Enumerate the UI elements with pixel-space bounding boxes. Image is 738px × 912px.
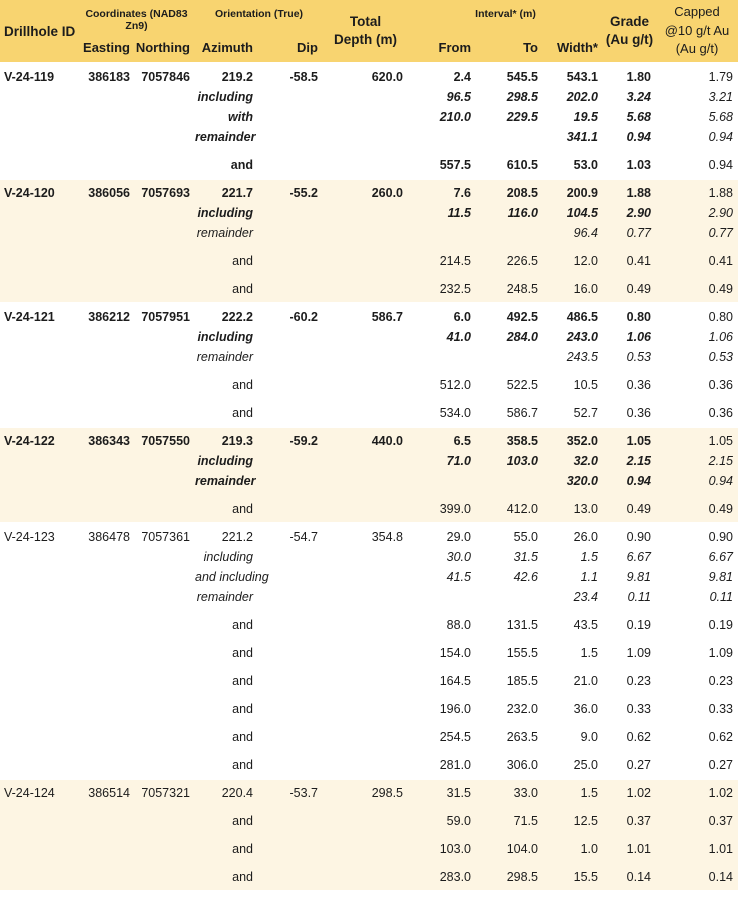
cell-width: 1.5	[580, 550, 598, 564]
cell-grade: 0.94	[626, 474, 651, 488]
cell-grade: 0.36	[626, 378, 651, 392]
cell-width: 13.0	[573, 502, 598, 516]
row-spacer	[0, 747, 738, 755]
cell-northing: 7057846	[141, 69, 190, 84]
cell-width: 1.1	[580, 570, 598, 584]
cell-to: 306.0	[506, 758, 538, 772]
row-qualifier-label: and	[232, 814, 253, 828]
cell-grade: 0.27	[626, 758, 651, 772]
row-qualifier-label: including	[197, 330, 253, 344]
cell-grade: 0.41	[626, 254, 651, 268]
cell-grade: 0.11	[627, 590, 651, 604]
cell-from: 11.5	[447, 206, 471, 220]
row-spacer	[0, 607, 738, 615]
cell-drillhole-id: V-24-124	[4, 785, 55, 800]
row-qualifier-label: including	[197, 206, 253, 220]
header-orientation-group: Orientation (True)	[214, 8, 304, 20]
cell-width: 43.5	[573, 618, 598, 632]
drillhole-block	[0, 426, 738, 522]
cell-width: 36.0	[573, 702, 598, 716]
cell-from: 41.0	[446, 330, 471, 344]
cell-dip: -59.2	[289, 433, 318, 448]
cell-northing: 7057693	[141, 185, 190, 200]
table-row	[0, 471, 738, 491]
cell-from: 29.0	[446, 529, 471, 544]
cell-grade: 1.01	[626, 842, 651, 856]
row-qualifier-label: and including	[195, 570, 269, 584]
cell-from: 214.5	[439, 254, 471, 268]
table-row	[0, 699, 738, 719]
cell-from: 534.0	[439, 406, 471, 420]
cell-dip: -54.7	[289, 529, 318, 544]
table-row	[0, 615, 738, 635]
cell-width: 25.0	[573, 758, 598, 772]
row-spacer	[0, 803, 738, 811]
table-row	[0, 155, 738, 175]
table-row	[0, 587, 738, 607]
cell-capped: 9.81	[708, 570, 733, 584]
cell-width: 15.5	[573, 870, 598, 884]
header-total-depth	[323, 0, 408, 62]
table-row	[0, 451, 738, 471]
cell-width: 10.5	[573, 378, 598, 392]
cell-grade: 0.77	[626, 226, 651, 240]
cell-to: 358.5	[506, 433, 538, 448]
cell-total-depth: 354.8	[371, 529, 403, 544]
drillhole-block	[0, 62, 738, 178]
cell-capped: 0.49	[708, 282, 733, 296]
cell-total-depth: 260.0	[371, 185, 403, 200]
cell-to: 55.0	[513, 529, 538, 544]
cell-capped: 3.21	[708, 90, 733, 104]
header-azimuth: Azimuth	[201, 40, 253, 55]
cell-capped: 1.88	[708, 185, 733, 200]
cell-grade: 1.09	[626, 646, 651, 660]
cell-grade: 0.14	[626, 870, 651, 884]
cell-easting: 386514	[88, 785, 130, 800]
cell-drillhole-id: V-24-123	[4, 529, 55, 544]
table-row	[0, 867, 738, 887]
cell-grade: 0.19	[626, 618, 651, 632]
table-row	[0, 643, 738, 663]
cell-capped: 0.19	[708, 618, 733, 632]
table-row	[0, 279, 738, 299]
cell-width: 96.4	[573, 226, 598, 240]
cell-grade: 0.37	[626, 814, 651, 828]
cell-to: 545.5	[506, 69, 538, 84]
cell-grade: 1.88	[626, 185, 651, 200]
cell-to: 103.0	[506, 454, 538, 468]
cell-capped: 1.09	[708, 646, 733, 660]
cell-capped: 0.90	[708, 529, 733, 544]
row-qualifier-label: and	[232, 502, 253, 516]
cell-easting: 386343	[88, 433, 130, 448]
cell-capped: 1.01	[708, 842, 733, 856]
header-northing: Northing	[135, 40, 190, 55]
cell-to: 284.0	[506, 330, 538, 344]
row-spacer	[0, 691, 738, 699]
cell-to: 610.5	[506, 158, 538, 172]
header-grade	[603, 0, 656, 62]
row-qualifier-label: and	[232, 870, 253, 884]
cell-capped: 0.94	[708, 130, 733, 144]
cell-width: 21.0	[573, 674, 598, 688]
cell-to: 33.0	[513, 785, 538, 800]
row-spacer	[0, 831, 738, 839]
cell-width: 1.0	[580, 842, 598, 856]
cell-grade: 1.03	[626, 158, 651, 172]
table-row	[0, 375, 738, 395]
table-row	[0, 327, 738, 347]
cell-capped: 0.77	[708, 226, 733, 240]
cell-grade: 0.33	[626, 702, 651, 716]
row-qualifier-label: and	[232, 842, 253, 856]
row-qualifier-label: and	[232, 406, 253, 420]
cell-from: 283.0	[439, 870, 471, 884]
cell-from: 6.0	[453, 309, 471, 324]
cell-from: 164.5	[439, 674, 471, 688]
cell-from: 30.0	[446, 550, 471, 564]
cell-capped: 0.27	[708, 758, 733, 772]
cell-width: 32.0	[573, 454, 598, 468]
cell-from: 196.0	[439, 702, 471, 716]
cell-to: 71.5	[513, 814, 538, 828]
cell-easting: 386183	[88, 69, 130, 84]
cell-grade: 3.24	[626, 90, 651, 104]
cell-grade: 0.62	[626, 730, 651, 744]
header-capped	[656, 0, 738, 62]
cell-grade: 1.80	[626, 69, 651, 84]
drillhole-block	[0, 178, 738, 302]
cell-from: 96.5	[446, 90, 471, 104]
cell-drillhole-id: V-24-122	[4, 433, 55, 448]
cell-easting: 386478	[88, 529, 130, 544]
table-body	[0, 62, 738, 890]
row-qualifier-label: and	[232, 254, 253, 268]
row-qualifier-label: and	[232, 730, 253, 744]
cell-width: 104.5	[566, 206, 598, 220]
table-header	[0, 0, 738, 62]
row-qualifier-label: including	[197, 454, 253, 468]
cell-grade: 0.80	[626, 309, 651, 324]
cell-width: 1.5	[580, 646, 598, 660]
cell-grade: 2.90	[626, 206, 651, 220]
cell-northing: 7057550	[141, 433, 190, 448]
cell-from: 281.0	[439, 758, 471, 772]
row-qualifier-label: and	[232, 282, 253, 296]
cell-width: 486.5	[566, 309, 598, 324]
cell-grade: 1.05	[626, 433, 651, 448]
cell-grade: 0.49	[626, 502, 651, 516]
cell-grade: 1.06	[626, 330, 651, 344]
table-row	[0, 811, 738, 831]
cell-capped: 0.53	[708, 350, 733, 364]
cell-from: 59.0	[446, 814, 471, 828]
row-spacer	[0, 271, 738, 279]
cell-width: 26.0	[573, 529, 598, 544]
table-row	[0, 182, 738, 203]
row-qualifier-label: and	[232, 758, 253, 772]
cell-capped: 0.33	[708, 702, 733, 716]
table-row	[0, 87, 738, 107]
cell-total-depth: 586.7	[371, 309, 403, 324]
header-capped-label: Capped @10 g/t Au (Au g/t)	[664, 3, 730, 57]
cell-capped: 0.23	[708, 674, 733, 688]
row-spacer	[0, 635, 738, 643]
cell-capped: 0.49	[708, 502, 733, 516]
cell-from: 399.0	[439, 502, 471, 516]
cell-total-depth: 620.0	[371, 69, 403, 84]
cell-width: 53.0	[573, 158, 598, 172]
table-row	[0, 347, 738, 367]
table-row	[0, 727, 738, 747]
cell-grade: 0.36	[626, 406, 651, 420]
cell-width: 202.0	[566, 90, 598, 104]
row-qualifier-label: and	[232, 674, 253, 688]
header-width: Width*	[556, 40, 598, 55]
cell-grade: 1.02	[626, 785, 651, 800]
drillhole-block	[0, 778, 738, 890]
table-row	[0, 782, 738, 803]
cell-grade: 5.68	[626, 110, 651, 124]
cell-easting: 386212	[88, 309, 130, 324]
table-row	[0, 499, 738, 519]
header-interval-group: Interval* (m)	[475, 8, 536, 20]
row-spacer	[0, 243, 738, 251]
drillhole-block	[0, 522, 738, 778]
header-coordinates-group: Coordinates (NAD83 Zn9)	[85, 8, 188, 32]
cell-from: 7.6	[453, 185, 471, 200]
cell-from: 88.0	[446, 618, 471, 632]
row-spacer	[0, 491, 738, 499]
cell-width: 12.0	[573, 254, 598, 268]
table-row	[0, 567, 738, 587]
cell-width: 341.1	[566, 130, 598, 144]
cell-to: 185.5	[506, 674, 538, 688]
cell-northing: 7057951	[141, 309, 190, 324]
table-row	[0, 306, 738, 327]
cell-from: 210.0	[439, 110, 471, 124]
row-qualifier-label: remainder	[196, 590, 253, 604]
cell-from: 2.4	[453, 69, 471, 84]
cell-from: 254.5	[439, 730, 471, 744]
cell-drillhole-id: V-24-119	[4, 69, 55, 84]
cell-from: 232.5	[439, 282, 471, 296]
cell-to: 248.5	[506, 282, 538, 296]
table-row	[0, 223, 738, 243]
row-qualifier-label: and	[232, 702, 253, 716]
table-row	[0, 403, 738, 423]
cell-dip: -53.7	[289, 785, 318, 800]
header-to: To	[523, 40, 538, 55]
row-spacer	[0, 395, 738, 403]
cell-northing: 7057361	[141, 529, 190, 544]
cell-grade: 9.81	[626, 570, 651, 584]
cell-capped: 1.02	[708, 785, 733, 800]
cell-total-depth: 440.0	[371, 433, 403, 448]
cell-from: 71.0	[446, 454, 471, 468]
row-spacer	[0, 663, 738, 671]
cell-capped: 0.80	[708, 309, 733, 324]
cell-from: 557.5	[439, 158, 471, 172]
cell-capped: 0.36	[708, 406, 733, 420]
cell-from: 6.5	[453, 433, 471, 448]
cell-azimuth: 222.2	[221, 309, 253, 324]
table-row	[0, 430, 738, 451]
header-total-depth-label: Total Depth (m)	[334, 13, 397, 47]
header-drillhole-id: Drillhole ID	[4, 23, 76, 39]
cell-capped: 0.11	[709, 590, 733, 604]
cell-capped: 2.90	[708, 206, 733, 220]
cell-capped: 0.41	[708, 254, 733, 268]
cell-to: 208.5	[506, 185, 538, 200]
cell-to: 412.0	[506, 502, 538, 516]
row-qualifier-label: and	[232, 646, 253, 660]
row-qualifier-label: including	[203, 550, 253, 564]
cell-drillhole-id: V-24-121	[4, 309, 55, 324]
cell-capped: 5.68	[708, 110, 733, 124]
cell-from: 31.5	[446, 785, 471, 800]
cell-width: 200.9	[566, 185, 598, 200]
cell-grade: 0.53	[626, 350, 651, 364]
header-easting: Easting	[83, 40, 130, 55]
cell-width: 9.0	[580, 730, 598, 744]
table-row	[0, 547, 738, 567]
cell-width: 1.5	[580, 785, 598, 800]
cell-width: 243.5	[566, 350, 598, 364]
row-qualifier-label: with	[228, 110, 253, 124]
cell-dip: -58.5	[289, 69, 318, 84]
cell-grade: 0.49	[626, 282, 651, 296]
cell-to: 586.7	[506, 406, 538, 420]
cell-width: 243.0	[566, 330, 598, 344]
row-qualifier-label: remainder	[196, 350, 253, 364]
cell-grade: 0.94	[626, 130, 651, 144]
cell-dip: -60.2	[289, 309, 318, 324]
cell-to: 116.0	[507, 206, 538, 220]
table-row	[0, 671, 738, 691]
row-qualifier-label: and	[230, 158, 253, 172]
cell-capped: 0.36	[708, 378, 733, 392]
cell-azimuth: 220.4	[221, 785, 253, 800]
cell-to: 298.5	[506, 870, 538, 884]
cell-grade: 6.67	[626, 550, 651, 564]
row-qualifier-label: remainder	[195, 474, 256, 488]
cell-width: 19.5	[573, 110, 598, 124]
row-qualifier-label: remainder	[195, 130, 256, 144]
row-qualifier-label: remainder	[196, 226, 253, 240]
cell-width: 23.4	[573, 590, 598, 604]
cell-capped: 0.94	[708, 474, 733, 488]
table-row	[0, 107, 738, 127]
cell-to: 104.0	[506, 842, 538, 856]
cell-capped: 1.79	[708, 69, 733, 84]
cell-capped: 0.37	[708, 814, 733, 828]
table-row	[0, 526, 738, 547]
row-spacer	[0, 859, 738, 867]
cell-grade: 2.15	[626, 454, 651, 468]
cell-capped: 1.05	[708, 433, 733, 448]
cell-azimuth: 221.2	[221, 529, 253, 544]
cell-capped: 0.94	[708, 158, 733, 172]
cell-capped: 0.62	[708, 730, 733, 744]
cell-easting: 386056	[88, 185, 130, 200]
header-grade-label: Grade (Au g/t)	[605, 13, 654, 47]
row-spacer	[0, 719, 738, 727]
cell-width: 543.1	[566, 69, 598, 84]
cell-azimuth: 221.7	[221, 185, 253, 200]
cell-capped: 0.14	[708, 870, 733, 884]
row-qualifier-label: and	[232, 618, 253, 632]
cell-width: 16.0	[573, 282, 598, 296]
cell-width: 352.0	[566, 433, 598, 448]
cell-from: 154.0	[439, 646, 471, 660]
cell-northing: 7057321	[141, 785, 190, 800]
cell-capped: 2.15	[708, 454, 733, 468]
cell-to: 226.5	[506, 254, 538, 268]
cell-azimuth: 219.2	[221, 69, 253, 84]
table-row	[0, 127, 738, 147]
table-row	[0, 839, 738, 859]
table-row	[0, 755, 738, 775]
cell-grade: 0.90	[626, 529, 651, 544]
row-spacer	[0, 147, 738, 155]
cell-width: 52.7	[573, 406, 598, 420]
cell-drillhole-id: V-24-120	[4, 185, 55, 200]
cell-to: 155.5	[506, 646, 538, 660]
cell-to: 522.5	[506, 378, 538, 392]
cell-from: 103.0	[439, 842, 471, 856]
cell-dip: -55.2	[289, 185, 318, 200]
cell-to: 232.0	[506, 702, 538, 716]
table-row	[0, 203, 738, 223]
table-row	[0, 251, 738, 271]
cell-width: 320.0	[566, 474, 598, 488]
cell-from: 41.5	[446, 570, 471, 584]
table-row	[0, 66, 738, 87]
cell-to: 131.5	[506, 618, 538, 632]
header-from: From	[438, 40, 471, 55]
header-dip: Dip	[297, 40, 318, 55]
cell-azimuth: 219.3	[221, 433, 253, 448]
row-spacer	[0, 367, 738, 375]
cell-capped: 1.06	[708, 330, 733, 344]
cell-to: 263.5	[506, 730, 538, 744]
cell-to: 31.5	[513, 550, 538, 564]
cell-from: 512.0	[439, 378, 471, 392]
cell-total-depth: 298.5	[371, 785, 403, 800]
drillhole-block	[0, 302, 738, 426]
row-qualifier-label: including	[197, 90, 253, 104]
cell-to: 229.5	[506, 110, 538, 124]
cell-to: 298.5	[506, 90, 538, 104]
cell-grade: 0.23	[626, 674, 651, 688]
cell-capped: 6.67	[708, 550, 733, 564]
cell-to: 492.5	[506, 309, 538, 324]
cell-to: 42.6	[513, 570, 538, 584]
row-qualifier-label: and	[232, 378, 253, 392]
cell-width: 12.5	[573, 814, 598, 828]
